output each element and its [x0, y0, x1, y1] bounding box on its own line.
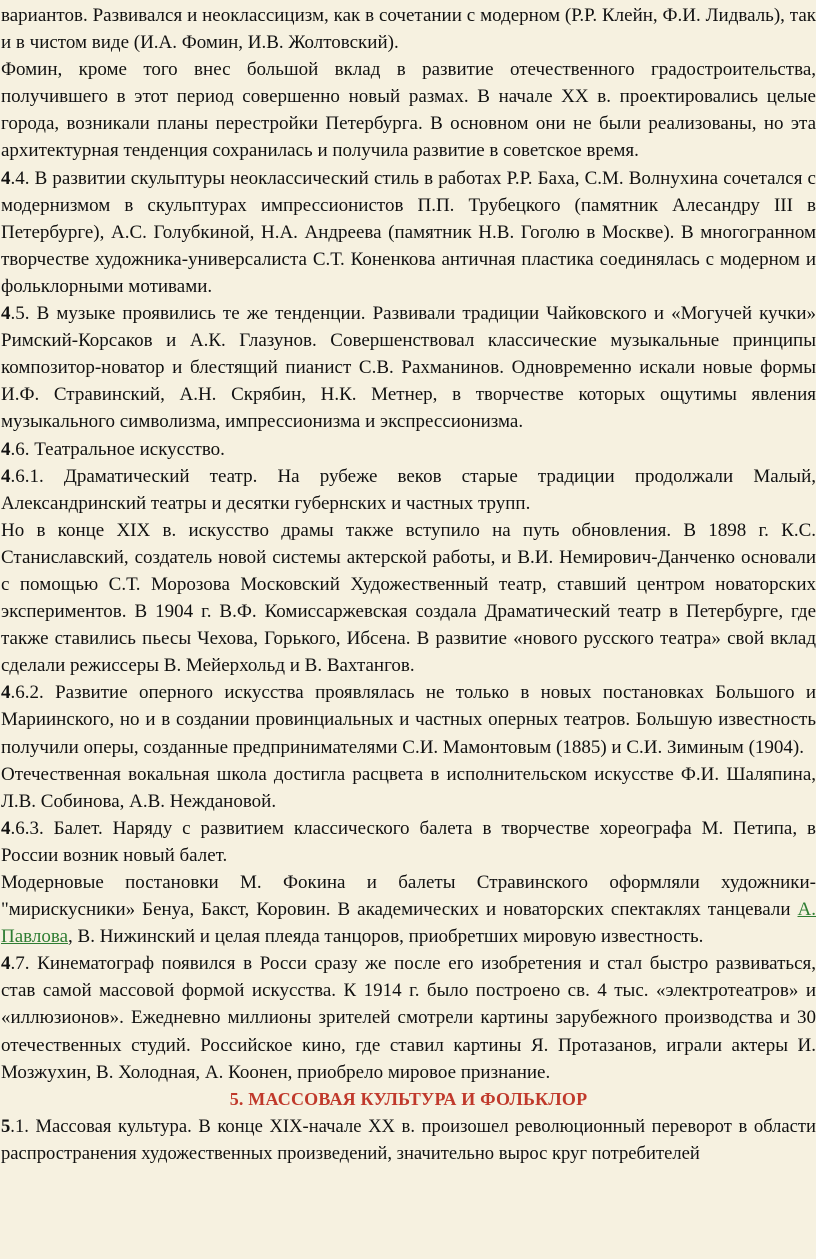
- section-number: 4: [1, 682, 11, 704]
- section-number: 5: [1, 1115, 11, 1137]
- section-heading: 5. МАССОВАЯ КУЛЬТУРА И ФОЛЬКЛОР: [229, 1088, 588, 1109]
- section-number: 4: [1, 303, 11, 325]
- paragraph-neoclassicism: вариантов. Развивался и неоклассицизм, как в сочетании с модерном (Р.Р. Клейн, Ф.И. Лидваль), так и в чистом виде (И.А. Фомин, И.В. Жолтовский).: [1, 5, 816, 54]
- section-number: 4: [1, 953, 11, 975]
- paragraph-vocal-school: Отечественная вокальная школа достигла расцвета в исполнительском искусстве Ф.И. Шаляпина, Л.В. Собинова, А.В. Неждановой.: [1, 763, 816, 812]
- paragraph-opera: [0, 679, 816, 760]
- section-number: 4: [1, 438, 11, 460]
- section-number: 4: [1, 465, 11, 487]
- section-number: 4: [1, 167, 11, 189]
- paragraph-text: .7. Кинематограф появился в Росси сразу же после его изобретения и стал быстро развиваться, став самой массовой формой искусства. К 1914 г. было построено св. 4 тыс. «электротеатров» и «иллюзионов». Ежедневно миллионы зрителей смотрели картины зарубежного производства и 30 отечественных студий. Российское кино, где ставил картины Я. Протазанов, играли актеры И. Мозжухин, В. Холодная, А. Коонен, приобрело мировое признание.: [1, 953, 816, 1083]
- paragraph-text: .5. В музыке проявились те же тенденции. Развивали традиции Чайковского и «Могучей кучки» Римский-Корсаков и А.К. Глазунов. Совершенствовал классические музыкальные принципы композитор-новатор и блестящий пианист С.В. Рахманинов. Одновременно искали новые формы И.Ф. Стравинский, А.Н. Скрябин, Н.К. Метнер, в творчестве которых ощутимы явления музыкального символизма, импрессионизма и экспрессионизма.: [1, 303, 816, 433]
- section-number: 4: [1, 817, 11, 839]
- paragraph-music: [0, 300, 816, 435]
- paragraph-text: .6. Театральное искусство.: [10, 438, 225, 460]
- paragraph-drama-theatre: [0, 463, 816, 517]
- paragraph-text: .6.1. Драматический театр. На рубеже веков старые традиции продолжали Малый, Александринский театры и десятки губернских и частных трупп.: [1, 465, 816, 514]
- paragraph-text: Модерновые постановки М. Фокина и балеты Стравинского оформляли художники-"мирискусники» Бенуа, Бакст, Коровин. В академических и новаторских спектаклях танцевали: [1, 872, 816, 921]
- paragraph-ballet: [0, 815, 816, 869]
- paragraph-text: .4. В развитии скульптуры неоклассический стиль в работах Р.Р. Баха, С.М. Волнухина сочетался с модернизмом в скульптурах импрессионистов П.П. Трубецкого (памятник Алесандру III в Петербурге), А.С. Голубкиной, Н.А. Андреева (памятник Н.В. Гоголю в Москве). В многогранном творчестве художника-универсалиста С.Т. Коненкова античная пластика соединялась с модерном и фольклорными мотивами.: [1, 167, 816, 297]
- paragraph-drama-renewal: Но в конце XIX в. искусство драмы также вступило на путь обновления. В 1898 г. К.С. Станиславский, создатель новой системы актерской работы, и В.И. Немирович-Данченко основали с помощью С.Т. Морозова Московский Художественный театр, ставший центром новаторских экспериментов. В 1904 г. В.Ф. Комиссаржевская создала Драматический театр в Петербурге, где также ставились пьесы Чехова, Горького, Ибсена. В развитие «нового русского театра» свой вклад сделали режиссеры В. Мейерхольд и В. Вахтангов.: [1, 519, 816, 677]
- pavlova-link[interactable]: А. Павлова: [1, 899, 816, 948]
- paragraph-text: , В. Нижинский и целая плеяда танцоров, приобретших мировую известность.: [68, 926, 704, 948]
- paragraph-modern-ballet: [0, 869, 816, 950]
- paragraph-text: .1. Массовая культура. В конце XIX-начале XX в. произошел революционный переворот в области распространения художественных произведений, значительно вырос круг потребителей: [1, 1115, 816, 1164]
- paragraph-fomin: Фомин, кроме того внес большой вклад в развитие отечественного градостроительства, получившего в этот период совершенно новый размах. В начале XX в. проектировались целые города, возникали планы перестройки Петербурга. В основном они не были реализованы, но эта архитектурная тенденция сохранилась и получила развитие в советское время.: [1, 59, 816, 162]
- paragraph-theatre-heading: [0, 436, 816, 463]
- paragraph-cinema: [0, 950, 816, 1085]
- paragraph-text: .6.3. Балет. Наряду с развитием классического балета в творчестве хореографа М. Петипа, в России возник новый балет.: [1, 817, 816, 866]
- paragraph-mass-culture: [0, 1113, 816, 1167]
- paragraph-text: .6.2. Развитие оперного искусства проявлялась не только в новых постановках Большого и Мариинского, но и в создании провинциальных и частных оперных театров. Большую известность получили оперы, созданные предпринимателями С.И. Мамонтовым (1885) и С.И. Зиминым (1904).: [1, 682, 816, 758]
- paragraph-sculpture: [0, 165, 816, 300]
